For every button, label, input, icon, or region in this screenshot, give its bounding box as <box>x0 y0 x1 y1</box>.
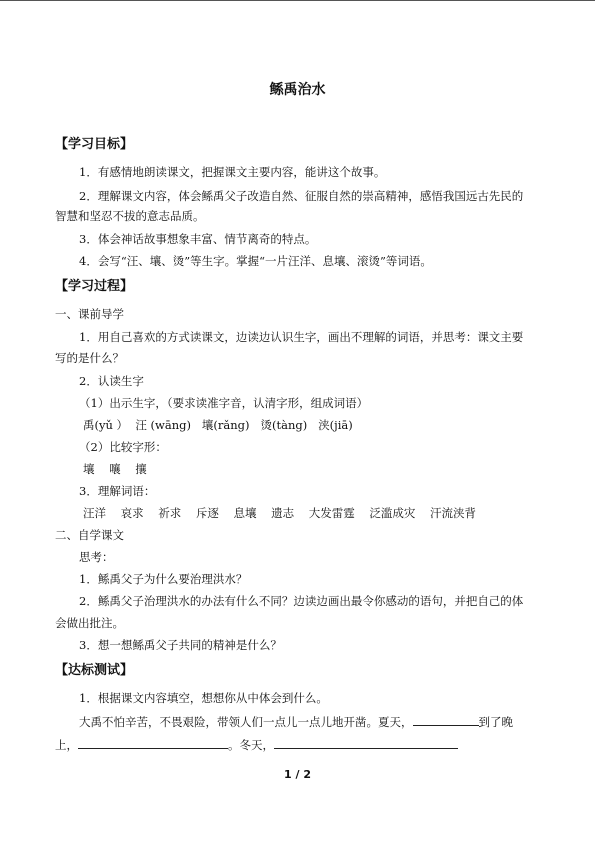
think-label: 思考： <box>79 550 114 564</box>
page-number: 1 / 2 <box>284 768 311 781</box>
section-goals-heading: 【学习目标】 <box>55 137 134 152</box>
question-2-line-2: 会做出批注。 <box>55 616 124 630</box>
goal-2-line-1: 2．理解课文内容，体会鲧禹父子改造自然、征服自然的崇高精神，感悟我国远古先民的 <box>79 189 524 203</box>
fill-2-text-a: 上， <box>55 738 78 752</box>
fill-blank-1[interactable] <box>413 714 479 726</box>
goal-1: 1．有感情地朗读课文，把握课文主要内容，能讲这个故事。 <box>79 165 386 179</box>
goal-3: 3．体会神话故事想象丰富、情节离奇的特点。 <box>79 232 317 246</box>
process-item-2: 2．认读生字 <box>79 374 144 388</box>
fill-blank-3[interactable] <box>274 737 458 749</box>
process-item-1-line-2: 写的是什么？ <box>55 351 124 365</box>
top-border-line <box>0 0 595 1</box>
process-item-2-2: （2）比较字形： <box>79 440 167 454</box>
fill-blank-2[interactable] <box>78 737 228 749</box>
goal-4: 4．会写“汪、壤、烫”等生字。掌握“一片汪洋、息壤、滚烫”等词语。 <box>79 254 432 268</box>
question-2-line-1: 2．鲧禹父子治理洪水的办法有什么不同？边读边画出最令你感动的语句，并把自己的体 <box>79 594 524 608</box>
fill-1-text-a: 大禹不怕辛苦，不畏艰险，带领人们一点儿一点儿地开凿。夏天， <box>79 715 413 729</box>
process-item-2-1: （1）出示生字，（要求读准字音，认清字形，组成词语） <box>79 396 369 410</box>
part-2-heading: 二、自学课文 <box>55 528 124 542</box>
process-item-1-line-1: 1．用自己喜欢的方式读课文，边读边认识生字，画出不理解的词语，并思考：课文主要 <box>79 330 524 344</box>
process-item-3: 3．理解词语： <box>79 484 156 498</box>
fill-in-line-1 <box>79 714 513 729</box>
fill-1-text-b: 到了晚 <box>478 715 513 729</box>
fill-in-line-2 <box>55 737 458 752</box>
fill-2-text-b: 。冬天， <box>228 738 274 752</box>
goal-2-line-2: 智慧和坚忍不拔的意志品质。 <box>55 209 205 223</box>
question-1: 1．鲧禹父子为什么要治理洪水？ <box>79 572 248 586</box>
vocabulary-words: 汪洋 哀求 祈求 斥逐 息壤 遗志 大发雷霆 泛滥成灾 汗流浃背 <box>83 506 476 520</box>
page-title: 鲧禹治水 <box>269 82 326 98</box>
characters-pinyin: 禹(yǔ ） 汪 (wāng) 壤(rǎng) 烫(tàng) 浃(jiā) <box>83 418 353 432</box>
compare-characters: 壤 嚷 攘 <box>83 462 147 476</box>
test-item-1: 1．根据课文内容填空，想想你从中体会到什么。 <box>79 691 328 705</box>
section-process-heading: 【学习过程】 <box>55 279 134 294</box>
question-3: 3．想一想鲧禹父子共同的精神是什么？ <box>79 638 282 652</box>
part-1-heading: 一、课前导学 <box>55 307 124 321</box>
section-test-heading: 【达标测试】 <box>55 663 134 678</box>
